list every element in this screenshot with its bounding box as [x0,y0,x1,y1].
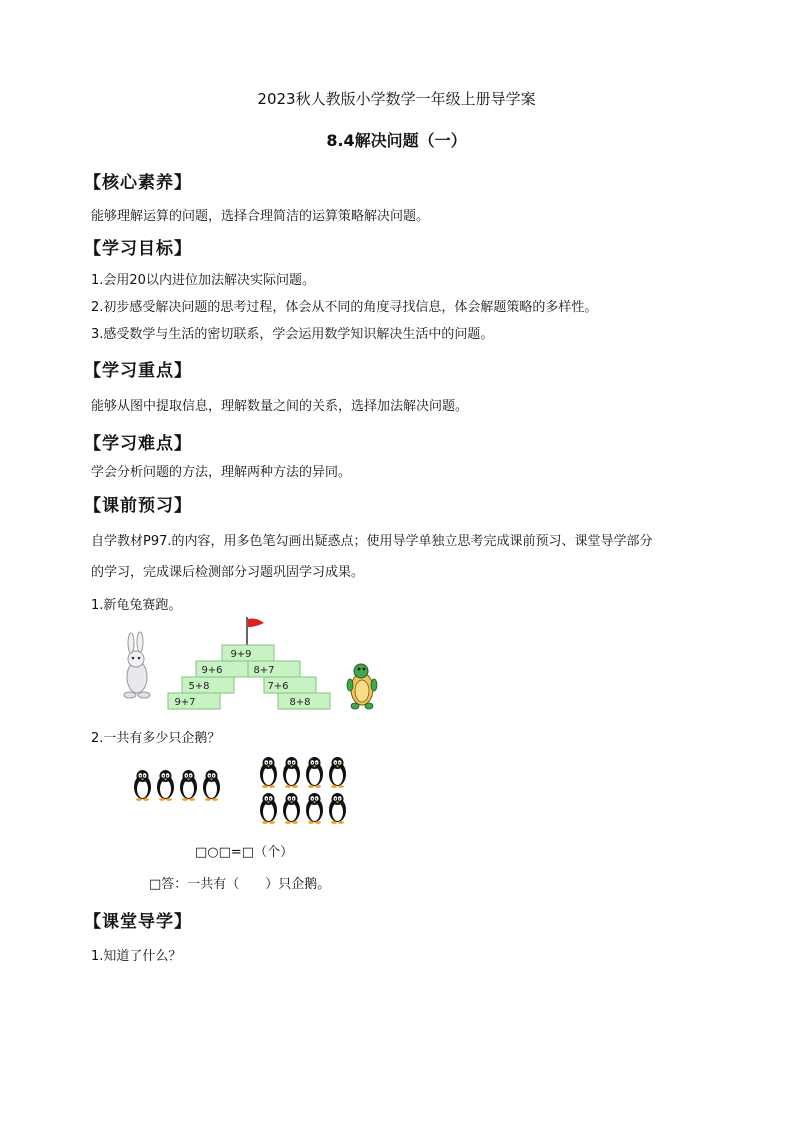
penguin-icon [155,769,176,801]
rabbit-icon [124,632,150,698]
section-heading-difficulty: 【学习难点】 [84,434,192,454]
class-question-1: 1.知道了什么？ [91,949,182,964]
lesson-title: 8.4解决问题（一） [326,131,467,150]
answer-line: □答：一共有（ ）只企鹅。 [149,877,331,892]
race-label-left-3: 5+8 [188,681,210,692]
document-title: 2023秋人教版小学数学一年级上册导学案 [257,90,536,108]
question-penguins: 2.一共有多少只企鹅？ [91,731,221,746]
penguin-icon [201,769,222,801]
flag-icon [247,617,264,645]
goal-item-3: 3.感受数学与生活的密切联系，学会运用数学知识解决生活中的问题。 [91,327,494,342]
section-heading-core: 【核心素养】 [84,173,192,193]
preview-text-line-2: 的学习，完成课后检测部分习题巩固学习成果。 [91,565,365,580]
goal-item-2: 2.初步感受解决问题的思考过程，体会从不同的角度寻找信息，体会解题策略的多样性。 [91,300,598,315]
question-race: 1.新龟兔赛跑。 [91,598,182,613]
section-heading-goals: 【学习目标】 [84,239,192,259]
preview-text-line-1: 自学教材P97.的内容，用多色笔勾画出疑惑点；使用导学单独立思考完成课前预习、课堂导学部分 [91,534,653,549]
race-label-right-2: 7+6 [267,681,289,692]
race-label-right-1: 8+7 [253,665,275,676]
section-heading-class: 【课堂导学】 [84,912,192,932]
penguin-icon [304,792,325,824]
penguin-icon [258,756,279,788]
penguin-icon [258,792,279,824]
turtle-icon [347,664,377,709]
race-label-left-2: 9+6 [201,665,223,676]
race-label-right-3: 8+8 [289,697,311,708]
key-text: 能够从图中提取信息，理解数量之间的关系，选择加法解决问题。 [91,399,469,414]
penguin-group-left [132,769,228,801]
goal-item-1: 1.会用20以内进位加法解决实际问题。 [91,273,315,288]
section-heading-key: 【学习重点】 [84,361,192,381]
equation-blank: □○□=□（个） [195,845,294,860]
penguin-icon [327,756,348,788]
difficulty-text: 学会分析问题的方法，理解两种方法的异同。 [91,465,352,480]
race-diagram [118,615,388,715]
penguin-group-right [258,756,354,824]
penguin-icon [281,756,302,788]
penguin-icon [281,792,302,824]
penguin-icon [178,769,199,801]
penguin-icon [304,756,325,788]
penguin-icon [132,769,153,801]
section-heading-preview: 【课前预习】 [84,496,192,516]
race-label-left-4: 9+7 [174,697,196,708]
race-label-left-1: 9+9 [230,649,252,660]
penguin-icon [327,792,348,824]
core-text: 能够理解运算的问题，选择合理简洁的运算策略解决问题。 [91,209,430,224]
